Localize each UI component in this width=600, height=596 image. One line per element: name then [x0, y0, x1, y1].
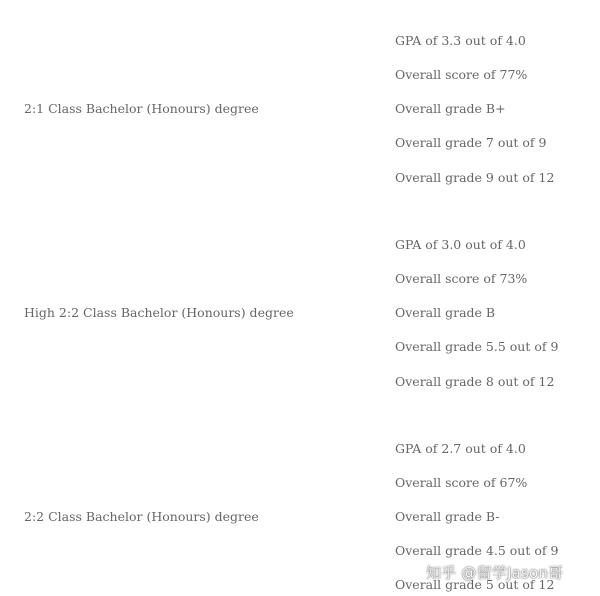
degree-label: 2:1 Class Bachelor (Honours) degree [24, 101, 259, 116]
degree-label: 2:2 Class Bachelor (Honours) degree [24, 509, 259, 524]
grade-score: Overall score of 67% [395, 475, 528, 490]
grade-letter: Overall grade B [395, 305, 496, 320]
grade-gpa: GPA of 3.0 out of 4.0 [395, 237, 526, 252]
grade-out-of-12: Overall grade 8 out of 12 [395, 374, 555, 389]
grade-out-of-9: Overall grade 7 out of 9 [395, 135, 547, 150]
grade-out-of-12: Overall grade 9 out of 12 [395, 170, 555, 185]
grade-gpa: GPA of 2.7 out of 4.0 [395, 441, 526, 456]
grade-out-of-9: Overall grade 4.5 out of 9 [395, 543, 559, 558]
grade-out-of-9: Overall grade 5.5 out of 9 [395, 339, 559, 354]
grade-score: Overall score of 77% [395, 67, 528, 82]
watermark-text: 知乎 @留学Jason哥 [426, 564, 564, 582]
grade-gpa: GPA of 3.3 out of 4.0 [395, 33, 526, 48]
grade-score: Overall score of 73% [395, 271, 528, 286]
grade-out-of-12: Overall grade 5 out of 12 [395, 577, 555, 592]
grade-letter: Overall grade B- [395, 509, 500, 524]
degree-label: High 2:2 Class Bachelor (Honours) degree [24, 305, 294, 320]
grade-letter: Overall grade B+ [395, 101, 506, 116]
